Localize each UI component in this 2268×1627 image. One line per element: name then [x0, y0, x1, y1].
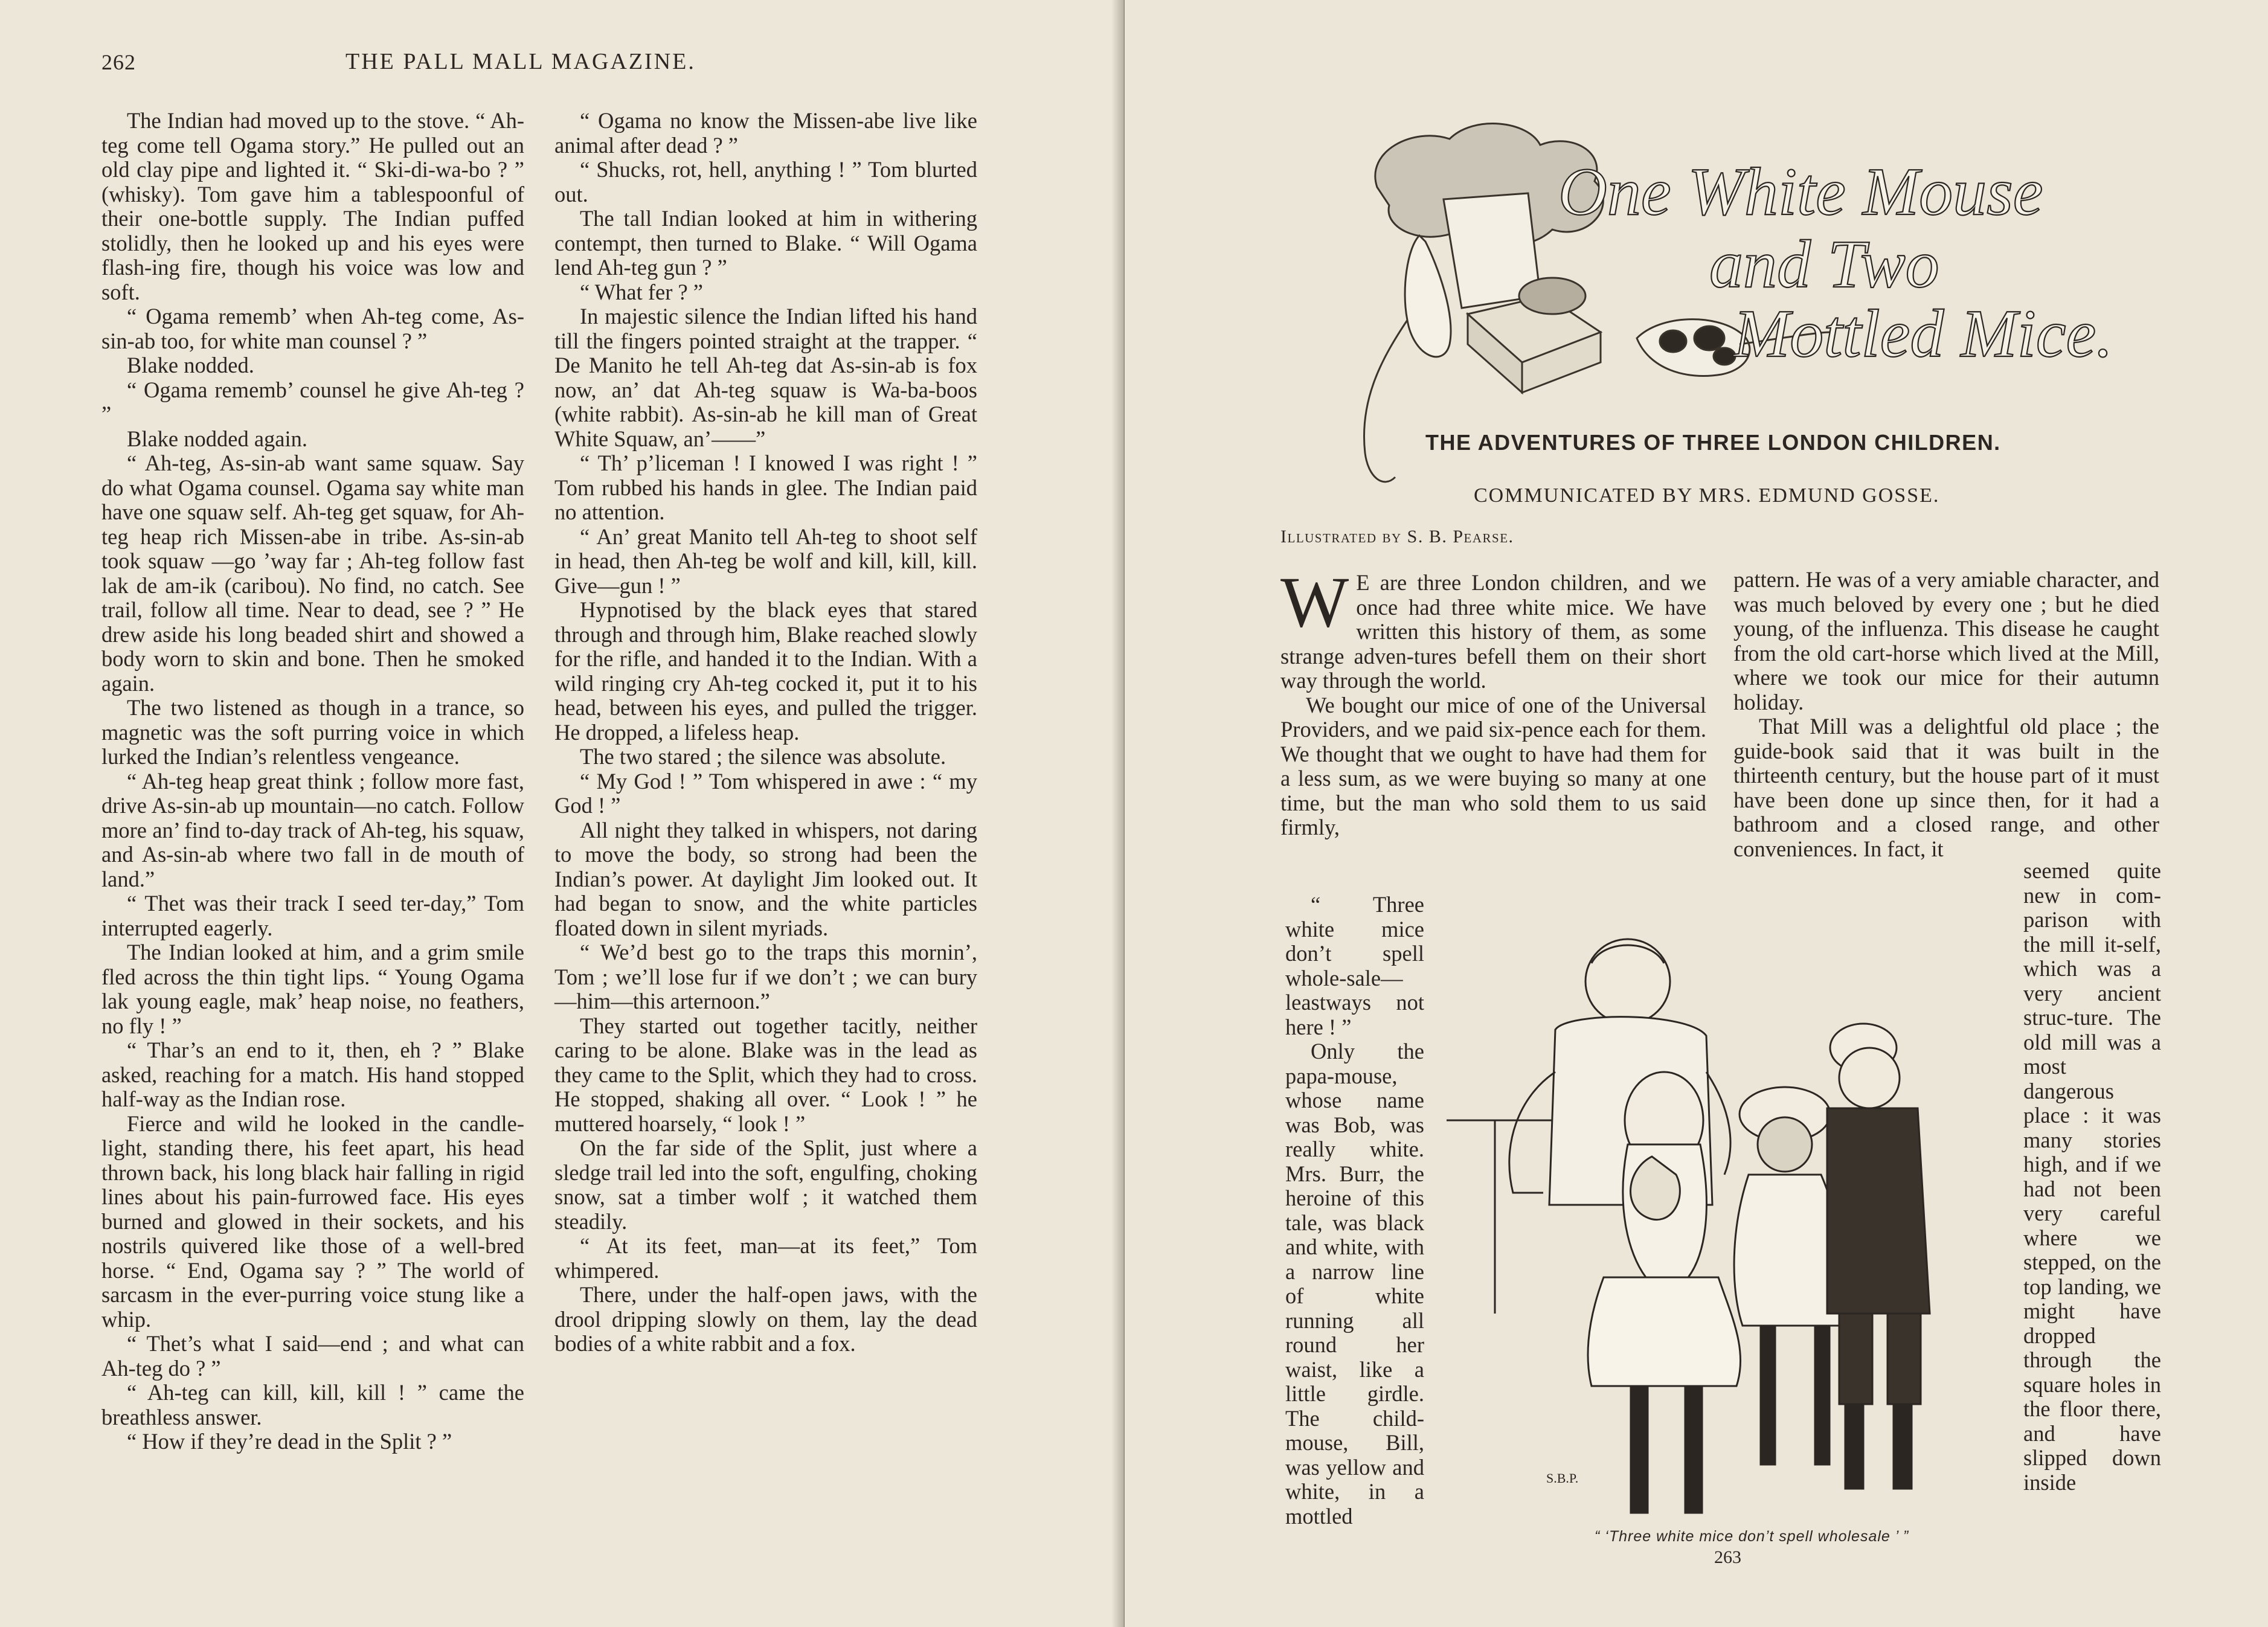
paragraph: “ Ah-teg can kill, kill, kill ! ” came the breathless answer. — [101, 1380, 524, 1430]
paragraph: “ Ogama rememb’ counsel he give Ah-teg ? ” — [101, 377, 524, 426]
article-subtitle: THE ADVENTURES OF THREE LONDON CHILDREN. — [1425, 430, 2001, 455]
paragraph: “ My God ! ” Tom whispered in awe : “ my God ! ” — [554, 768, 977, 818]
paragraph: “ Th’ p’liceman ! I knowed I was right ! ” Tom rubbed his hands in glee. The Indian paid no attention. — [554, 451, 977, 524]
page-number-left: 262 — [101, 50, 136, 74]
paragraph: The tall Indian looked at him in withering contempt, then turned to Blake. “ Will Ogama lend Ah-teg gun ? ” — [554, 206, 977, 280]
paragraph: pattern. He was of a very amiable character, and was much beloved by every one ; but he died young, of the influenza. This disease he caught from the old cart-horse which lived at the Mill, where we took our mice for their autumn holiday. — [1733, 567, 2159, 714]
paragraph: Hypnotised by the black eyes that stared through and through him, Blake reached slowly for the rifle, and handed it to the Indian. With a wild ringing cry Ah-teg cocked it, put it to his head, between his eyes, and pulled the trigger. He dropped, a lifeless heap. — [554, 597, 977, 745]
paragraph: The two listened as though in a trance, so magnetic was the soft purring voice in which lurked the Indian’s relentless vengeance. — [101, 695, 524, 769]
left-column-2 — [554, 109, 977, 1356]
paragraph: Fierce and wild he looked in the candle-light, standing there, his feet apart, his head thrown back, his long black hair falling in rigid lines about his pain-furrowed face. His eyes burned and glowed in their sockets, and his nostrils quivered like those of a well-bred horse. “ End, Ogama say ? ” The world of sarcasm in the ever-purring voice stung like a whip. — [101, 1111, 524, 1332]
right-narrow-column — [1285, 893, 1424, 1529]
paragraph: The two stared ; the silence was absolute. — [580, 744, 946, 769]
paragraph: Blake nodded. — [127, 353, 254, 377]
right-column-2-top — [1733, 568, 2159, 861]
paragraph: Blake nodded again. — [127, 426, 308, 451]
title-line-1: One White Mouse — [1558, 155, 2043, 229]
article-byline: COMMUNICATED BY MRS. EDMUND GOSSE. — [1474, 484, 1940, 507]
paragraph: “ At its feet, man—at its feet,” Tom whimpered. — [554, 1233, 977, 1283]
paragraph: We bought our mice of one of the Universal Providers, and we paid six-pence each for them. We thought that we ought to have had them for a less sum, as we were buying so many at one time, but the man who sold them to us said firmly, — [1280, 692, 1706, 839]
paragraph: All night they talked in whispers, not daring to move the body, so strong had been the Indian’s power. At daylight Jim looked out. It had began to snow, and the white particles floated down in silent myriads. — [554, 817, 977, 940]
illustration-shopkeeper-and-children — [1447, 891, 2026, 1534]
opening-text: E are three London children, and we once had three white mice. We have written this history of them, as some strange adven-tures befell them on their short way through the world. — [1280, 570, 1706, 693]
paragraph: That Mill was a delightful old place ; the guide-book said that it was built in the thirteenth century, but the house part of it must have been done up since then, for it had a bathroom and a closed range, and other conveniences. In fact, it — [1733, 714, 2159, 861]
drop-cap: W — [1280, 562, 1349, 642]
paragraph: The Indian had moved up to the stove. “ Ah-teg come tell Ogama story.” He pulled out an old clay pipe and lighted it. “ Ski-di-wa-bo ? ” (whisky). Tom gave him a tablespoonful of their one-bottle supply. The Indian puffed stolidly, then he looked up and his eyes were flash-ing fire, though his voice was low and soft. — [101, 108, 524, 304]
right-column-2-narrow — [2023, 859, 2161, 1495]
illustration-credit: Illustrated by S. B. Pearse. — [1280, 527, 1514, 547]
paragraph: The Indian looked at him, and a grim smile fled across the thin tight lips. “ Young Ogama lak young eagle, mak’ heap noise, no feathers, no fly ! ” — [101, 940, 524, 1038]
paragraph: “ Thet’s what I said—end ; and what can Ah-teg do ? ” — [101, 1331, 524, 1381]
paragraph: “ Ogama no know the Missen-abe live like animal after dead ? ” — [554, 108, 977, 158]
paragraph: On the far side of the Split, just where a sledge trail led into the soft, engulfing, choking snow, sat a timber wolf ; it watched them steadily. — [554, 1135, 977, 1234]
paragraph: They started out together tacitly, neither caring to be alone. Blake was in the lead as they came to the Split, which they had to cross. He stopped, shaking all over. “ Look ! ” he muttered hoarsely, “ look ! ” — [554, 1013, 977, 1136]
title-line-2: and Two — [1709, 227, 1939, 302]
paragraph: Only the papa-mouse, whose name was Bob, was really white. Mrs. Burr, the heroine of this tale, was black and white, with a narrow line of white running all round her waist, like a little girdle. The child-mouse, Bill, was yellow and white, in a mottled — [1285, 1039, 1424, 1529]
paragraph: “ Three white mice don’t spell whole-sale—leastways not here ! ” — [1285, 892, 1424, 1039]
right-column-1-top — [1280, 562, 1706, 840]
paragraph: “ We’d best go to the traps this mornin’, Tom ; we’ll lose fur if we don’t ; we can bury—him—this arternoon.” — [554, 940, 977, 1013]
paragraph: seemed quite new in com-parison with the mill it-self, which was a very ancient struc-ture. The old mill was a most dangerous place : it was many stories high, and if we had not been very careful where we stepped, on the top landing, we might have dropped through the square holes in the floor there, and have slipped down inside — [2023, 858, 2161, 1495]
paragraph: “ What fer ? ” — [580, 279, 703, 304]
paragraph: There, under the half-open jaws, with the drool dripping slowly on them, lay the dead bodies of a white rabbit and a fox. — [554, 1282, 977, 1356]
page-number-right: 263 — [1714, 1547, 1741, 1567]
running-head: THE PALL MALL MAGAZINE. — [345, 49, 696, 74]
paragraph: “ Ogama rememb’ when Ah-teg come, As-sin-ab too, for white man counsel ? ” — [101, 304, 524, 353]
paragraph: In majestic silence the Indian lifted his hand till the fingers pointed straight at the trapper. “ De Manito he tell Ah-teg dat As-sin-ab is fox now, an’ dat Ah-teg squaw is Wa-ba-boos (white rabbit). As-sin-ab he kill man of Great White Squaw, an’——” — [554, 304, 977, 451]
left-column-1 — [101, 109, 524, 1454]
title-line-3: Mottled Mice. — [1733, 297, 2113, 371]
opening-paragraph — [1280, 562, 1706, 693]
paragraph: “ An’ great Manito tell Ah-teg to shoot self in head, then Ah-teg be wolf and kill, kill, kill. Give—gun ! ” — [554, 524, 977, 598]
artist-monogram: S.B.P. — [1546, 1471, 1579, 1486]
paragraph: “ Thet was their track I seed ter-day,” Tom interrupted eagerly. — [101, 891, 524, 940]
paragraph: “ Shucks, rot, hell, anything ! ” Tom blurted out. — [554, 157, 977, 207]
illustration-caption: “ ‘Three white mice don’t spell wholesale ’ ” — [1595, 1528, 1909, 1545]
paragraph: “ Ah-teg, As-sin-ab want same squaw. Say do what Ogama counsel. Ogama say white man have one squaw self. Ah-teg get squaw, for Ah-teg heap rich Missen-abe in tribe. As-sin-ab took squaw —go ’way far ; Ah-teg follow fast lak de am-ik (caribou). No find, no catch. See trail, follow all time. Near to dead, see ? ” He drew aside his long beaded shirt and showed a body worn to skin and bone. Then he smoked again. — [101, 451, 524, 696]
paragraph: “ How if they’re dead in the Split ? ” — [127, 1429, 452, 1454]
left-page — [0, 0, 1125, 1627]
paragraph: “ Ah-teg heap great think ; follow more fast, drive As-sin-ab up mountain—no catch. Follow more an’ find to-day track of Ah-teg, his squaw, and As-sin-ab where two fall in de mouth of land.” — [101, 768, 524, 891]
paragraph: “ Thar’s an end to it, then, eh ? ” Blake asked, reaching for a match. His hand stopped half-way as the Indian rose. — [101, 1038, 524, 1111]
